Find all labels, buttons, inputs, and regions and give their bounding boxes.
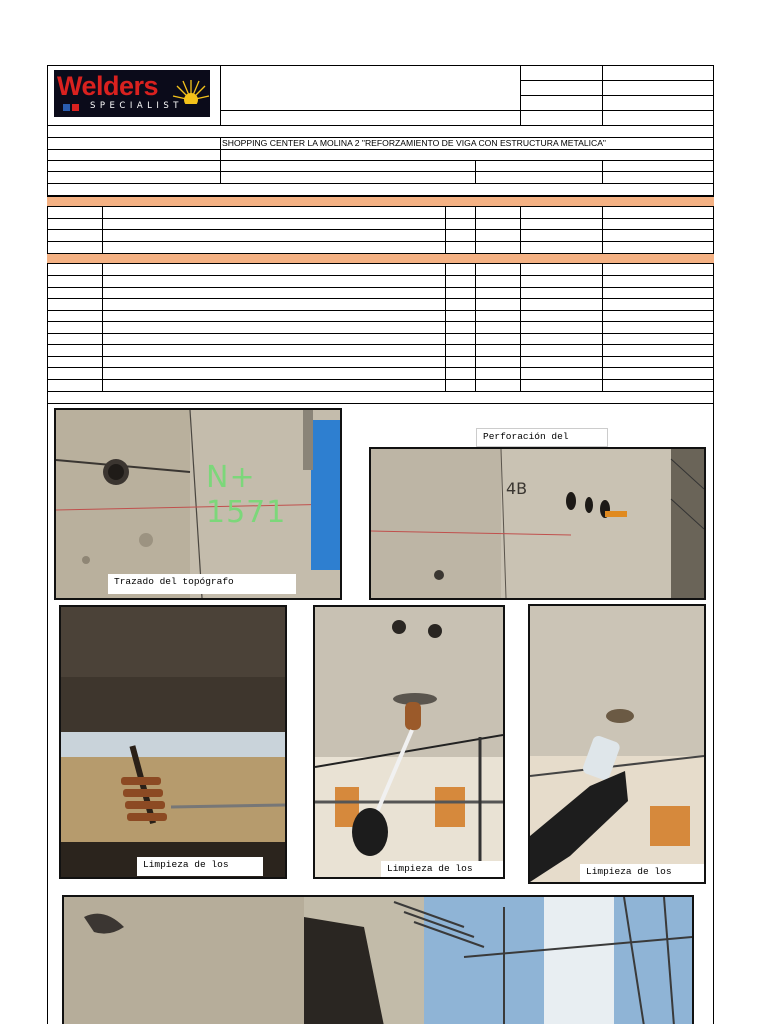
- photo-cleaning-1: [59, 605, 287, 879]
- section-band-2: [47, 253, 714, 264]
- grid-line: [220, 137, 221, 183]
- grid-line: [47, 310, 714, 311]
- grid-line: [602, 160, 603, 183]
- grid-line: [47, 367, 714, 368]
- photo-cleaning-3: [528, 604, 706, 884]
- grid-line: [47, 344, 714, 345]
- photo-drilling: [369, 447, 706, 600]
- photo-4-scene: [315, 607, 503, 877]
- grid-line: [47, 149, 714, 150]
- grid-line: [475, 160, 476, 183]
- photo-2-scene: [371, 449, 704, 598]
- grid-line: [47, 218, 714, 219]
- grid-line: [475, 264, 476, 391]
- grid-line: [445, 264, 446, 391]
- grid-line: [47, 125, 714, 126]
- grid-line: [102, 207, 103, 253]
- marking-b-label: 4B: [506, 479, 528, 498]
- logo-square-red: [72, 104, 79, 111]
- caption-2: Perforación del: [476, 428, 608, 447]
- caption-5: Limpieza de los: [580, 864, 704, 882]
- grid-line: [47, 160, 714, 161]
- grid-line: [47, 298, 714, 299]
- grid-line: [602, 207, 603, 253]
- grid-line: [520, 264, 521, 391]
- grid-line: [47, 333, 714, 334]
- grid-line: [102, 264, 103, 391]
- grid-line: [47, 356, 714, 357]
- grid-line: [47, 403, 714, 404]
- company-logo: [54, 70, 210, 117]
- grid-line: [47, 275, 714, 276]
- photo-3-scene: [61, 607, 285, 877]
- logo-brand-bottom: SPECIALIST: [90, 101, 183, 111]
- grid-line: [520, 80, 714, 81]
- grid-line: [220, 65, 221, 125]
- grid-line: [445, 207, 446, 253]
- marking-n-label: N+ 1571: [206, 460, 287, 530]
- grid-line: [520, 207, 521, 253]
- project-title: SHOPPING CENTER LA MOLINA 2 "REFORZAMIENTO DE VIGA CON ESTRUCTURA METALICA": [222, 138, 606, 148]
- caption-4: Limpieza de los: [381, 861, 505, 879]
- grid-line: [520, 95, 714, 96]
- logo-square-blue: [63, 104, 70, 111]
- caption-1: Trazado del topógrafo: [108, 574, 296, 594]
- grid-line: [47, 171, 714, 172]
- photo-6-scene: [64, 897, 692, 1024]
- grid-line: [602, 264, 603, 391]
- grid-line: [47, 229, 714, 230]
- photo-cleaning-2: [313, 605, 505, 879]
- grid-line: [47, 183, 714, 184]
- grid-line: [47, 321, 714, 322]
- grid-line: [520, 110, 714, 111]
- section-band-1: [47, 196, 714, 207]
- grid-line: [220, 110, 520, 111]
- grid-line: [47, 379, 714, 380]
- grid-line: [475, 207, 476, 253]
- grid-line: [47, 391, 714, 392]
- grid-line: [47, 287, 714, 288]
- grid-line: [47, 241, 714, 242]
- caption-3: Limpieza de los: [137, 857, 263, 876]
- photo-5-scene: [530, 606, 704, 882]
- logo-brand-top: Welders: [57, 71, 159, 101]
- photo-surveyor-layout: [54, 408, 342, 600]
- photo-beam-structure: [62, 895, 694, 1024]
